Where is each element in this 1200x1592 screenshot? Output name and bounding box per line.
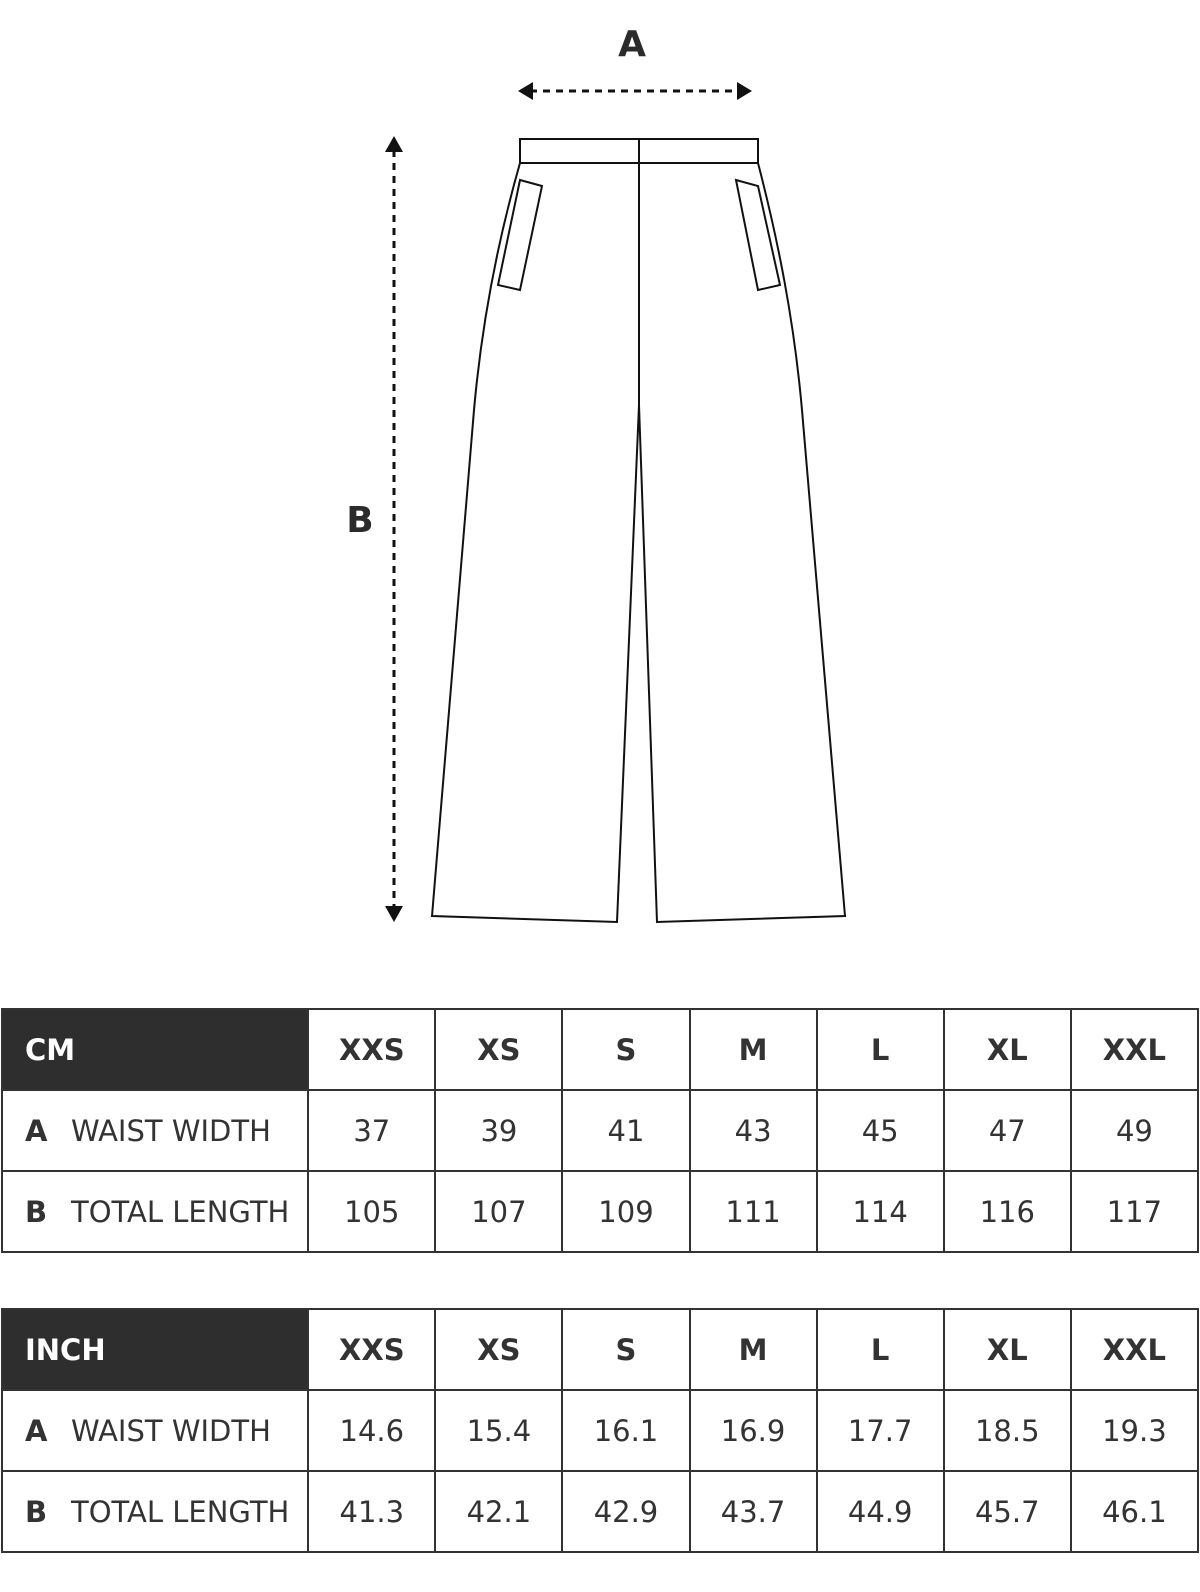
measurement-label (2, 1471, 308, 1552)
measurement-label (2, 1171, 308, 1252)
table-row (2, 1471, 1198, 1552)
value-cell: 17.7 (817, 1390, 944, 1471)
value-cell: 47 (944, 1090, 1071, 1171)
value-cell: 43.7 (690, 1471, 817, 1552)
table-row (2, 1390, 1198, 1471)
value-cell: 18.5 (944, 1390, 1071, 1471)
value-cell: 111 (690, 1171, 817, 1252)
table-row (2, 1171, 1198, 1252)
value-cell: 45 (817, 1090, 944, 1171)
unit-label: INCH (2, 1309, 308, 1390)
total-length-arrow (385, 136, 403, 922)
measurement-letter: B (25, 1194, 48, 1229)
size-header: L (817, 1309, 944, 1390)
measurement-name: WAIST WIDTH (71, 1413, 271, 1448)
size-header: S (562, 1009, 689, 1090)
value-cell: 45.7 (944, 1471, 1071, 1552)
size-header: XS (435, 1309, 562, 1390)
measurement-label (2, 1090, 308, 1171)
value-cell: 116 (944, 1171, 1071, 1252)
size-header: S (562, 1309, 689, 1390)
size-table-cm (1, 1008, 1199, 1253)
value-cell: 49 (1071, 1090, 1198, 1171)
waist-width-arrow (518, 82, 752, 100)
value-cell: 107 (435, 1171, 562, 1252)
value-cell: 43 (690, 1090, 817, 1171)
size-header: XXL (1071, 1309, 1198, 1390)
value-cell: 42.1 (435, 1471, 562, 1552)
size-header: XL (944, 1009, 1071, 1090)
measurement-letter: A (25, 1413, 48, 1448)
size-header: XXL (1071, 1009, 1198, 1090)
value-cell: 41.3 (308, 1471, 435, 1552)
table-row (2, 1090, 1198, 1171)
size-table-inch (1, 1308, 1199, 1553)
value-cell: 39 (435, 1090, 562, 1171)
value-cell: 14.6 (308, 1390, 435, 1471)
left-pocket (498, 180, 542, 290)
value-cell: 105 (308, 1171, 435, 1252)
measurement-letter: A (25, 1113, 48, 1148)
size-header: XS (435, 1009, 562, 1090)
measurement-name: WAIST WIDTH (71, 1113, 271, 1148)
value-cell: 117 (1071, 1171, 1198, 1252)
measurement-letter: B (25, 1494, 48, 1529)
table-header-row (2, 1309, 1198, 1390)
value-cell: 109 (562, 1171, 689, 1252)
size-header: XL (944, 1309, 1071, 1390)
value-cell: 37 (308, 1090, 435, 1171)
value-cell: 114 (817, 1171, 944, 1252)
right-pocket (736, 180, 780, 290)
value-cell: 16.1 (562, 1390, 689, 1471)
label-b: B (346, 500, 374, 541)
size-header: L (817, 1009, 944, 1090)
label-a: A (618, 24, 646, 65)
table-header-row (2, 1009, 1198, 1090)
size-header: M (690, 1009, 817, 1090)
measurement-name: TOTAL LENGTH (71, 1194, 290, 1229)
size-header: M (690, 1309, 817, 1390)
value-cell: 16.9 (690, 1390, 817, 1471)
value-cell: 41 (562, 1090, 689, 1171)
measurement-label (2, 1390, 308, 1471)
value-cell: 19.3 (1071, 1390, 1198, 1471)
size-header: XXS (308, 1009, 435, 1090)
value-cell: 15.4 (435, 1390, 562, 1471)
pants-outline (432, 139, 845, 922)
size-header: XXS (308, 1309, 435, 1390)
unit-label: CM (2, 1009, 308, 1090)
value-cell: 42.9 (562, 1471, 689, 1552)
measurement-name: TOTAL LENGTH (71, 1494, 290, 1529)
value-cell: 46.1 (1071, 1471, 1198, 1552)
value-cell: 44.9 (817, 1471, 944, 1552)
